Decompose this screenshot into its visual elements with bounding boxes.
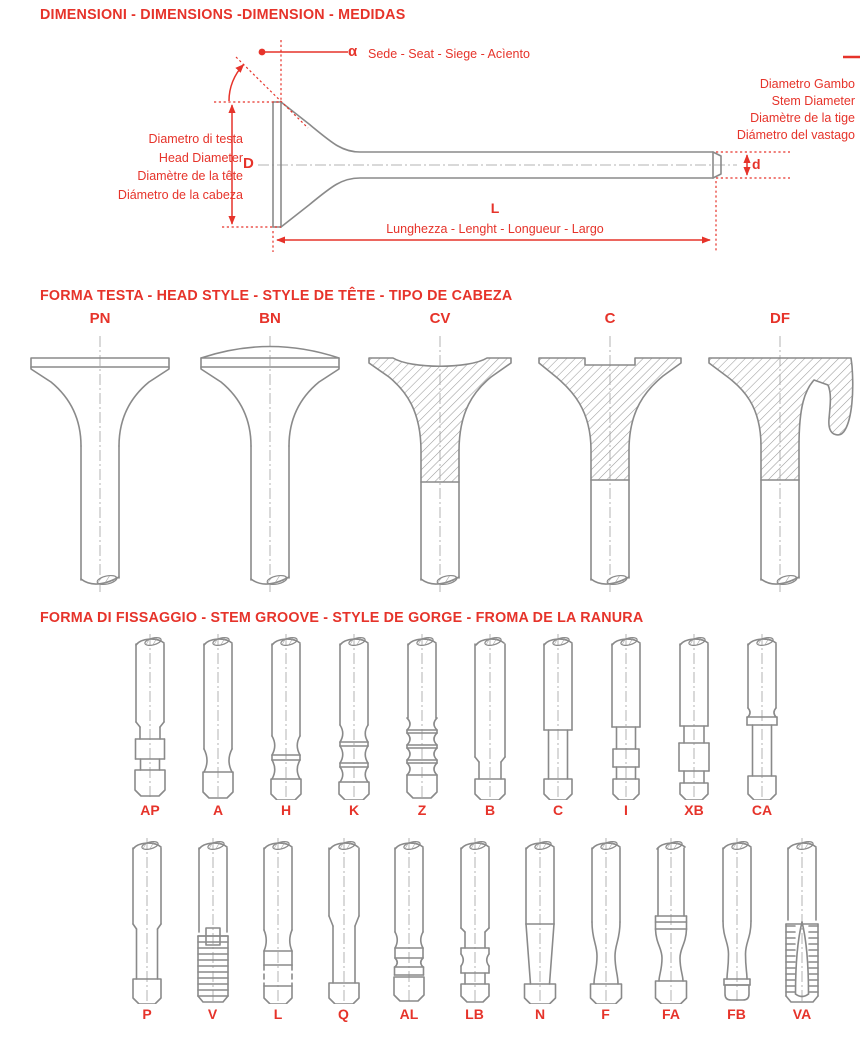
stem-groove-label-l: L	[273, 1006, 283, 1022]
head-style-label-df: DF	[770, 310, 790, 327]
stem-groove-title: FORMA DI FISSAGGIO - STEM GROOVE - STYLE DE GORGE - FROMA DE LA RANURA	[40, 610, 644, 626]
stem-groove-k	[326, 632, 382, 820]
stem-diameter-line-es: Diámetro del vastago	[736, 128, 855, 142]
stem-groove-l	[250, 836, 306, 1024]
stem-groove-f	[578, 836, 634, 1024]
head-style-cv	[355, 310, 525, 598]
head-diameter-line-es: Diámetro de la cabeza	[117, 187, 243, 202]
stem-groove-figure-l	[250, 836, 306, 1004]
head-style-title: FORMA TESTA - HEAD STYLE - STYLE DE TÊTE - TIPO DE CABEZA	[40, 288, 513, 304]
head-style-label-pn: PN	[89, 310, 111, 327]
stem-groove-figure-n	[512, 836, 568, 1004]
head-style-pn	[15, 310, 185, 598]
head-style-row	[0, 310, 860, 598]
stem-groove-label-z: Z	[417, 802, 427, 818]
stem-groove-label-c: C	[552, 802, 564, 818]
stem-groove-row-1	[0, 632, 860, 820]
stem-groove-xb	[666, 632, 722, 820]
head-style-bn	[185, 310, 355, 598]
head-diameter-symbol: D	[243, 155, 254, 172]
stem-groove-label-ca: CA	[751, 802, 773, 818]
stem-groove-label-q: Q	[338, 1006, 349, 1022]
stem-groove-label-k: K	[348, 802, 360, 818]
stem-groove-label-h: H	[280, 802, 292, 818]
head-style-label-c: C	[604, 310, 616, 327]
stem-groove-figure-fa	[643, 836, 699, 1004]
stem-groove-label-b: B	[484, 802, 496, 818]
head-style-figure-bn	[185, 332, 355, 598]
head-style-figure-df	[695, 332, 860, 598]
stem-diameter-line-en: Stem Diameter	[771, 94, 855, 108]
stem-groove-label-va: VA	[792, 1006, 812, 1022]
stem-groove-fb	[709, 836, 765, 1024]
stem-groove-label-v: V	[207, 1006, 218, 1022]
stem-groove-figure-al	[381, 836, 437, 1004]
stem-groove-figure-a	[190, 632, 246, 800]
stem-groove-figure-p	[119, 836, 175, 1004]
stem-groove-va	[774, 836, 830, 1024]
stem-groove-z	[394, 632, 450, 820]
stem-groove-label-f: F	[601, 1006, 610, 1022]
stem-diameter-symbol: d	[752, 156, 761, 172]
stem-groove-i	[598, 632, 654, 820]
stem-groove-fa	[643, 836, 699, 1024]
stem-groove-figure-fb	[709, 836, 765, 1004]
stem-groove-b	[462, 632, 518, 820]
stem-groove-c	[530, 632, 586, 820]
stem-groove-figure-ap	[122, 632, 178, 800]
head-style-label-bn: BN	[259, 310, 281, 327]
stem-groove-label-a: A	[212, 802, 224, 818]
stem-groove-figure-q	[316, 836, 372, 1004]
stem-groove-label-fb: FB	[727, 1006, 746, 1022]
stem-groove-figure-i	[598, 632, 654, 800]
stem-groove-lb	[447, 836, 503, 1024]
stem-groove-figure-f	[578, 836, 634, 1004]
length-label: Lunghezza - Lenght - Longueur - Largo	[386, 222, 604, 236]
length-symbol: L	[490, 200, 500, 216]
seat-angle-symbol: α	[348, 43, 358, 60]
stem-groove-v	[185, 836, 241, 1024]
head-style-figure-pn	[15, 332, 185, 598]
stem-groove-ca	[734, 632, 790, 820]
stem-groove-row-2	[0, 836, 860, 1024]
stem-groove-label-lb: LB	[465, 1006, 484, 1022]
stem-groove-label-n: N	[534, 1006, 546, 1022]
stem-groove-figure-k	[326, 632, 382, 800]
stem-groove-p	[119, 836, 175, 1024]
dimensions-section	[0, 0, 860, 262]
stem-groove-figure-b	[462, 632, 518, 800]
head-style-figure-cv	[355, 332, 525, 598]
stem-groove-label-xb: XB	[684, 802, 704, 818]
stem-groove-figure-lb	[447, 836, 503, 1004]
seat-label: Sede - Seat - Siege - Acìento	[368, 47, 530, 61]
head-diameter-line-fr: Diamètre de la tête	[137, 169, 243, 183]
stem-groove-al	[381, 836, 437, 1024]
stem-groove-figure-v	[185, 836, 241, 1004]
stem-groove-figure-va	[774, 836, 830, 1004]
stem-groove-label-i: I	[624, 802, 628, 818]
dimensions-title: DIMENSIONI - DIMENSIONS -DIMENSION - MEDIDAS	[40, 7, 406, 23]
stem-groove-figure-ca	[734, 632, 790, 800]
stem-groove-h	[258, 632, 314, 820]
stem-diameter-label	[652, 76, 855, 144]
stem-groove-figure-c	[530, 632, 586, 800]
stem-groove-figure-z	[394, 632, 450, 800]
stem-groove-a	[190, 632, 246, 820]
head-style-figure-c	[525, 332, 695, 598]
stem-groove-label-p: P	[142, 1006, 152, 1022]
stem-groove-figure-h	[258, 632, 314, 800]
head-style-c	[525, 310, 695, 598]
head-diameter-label	[40, 130, 243, 204]
stem-groove-q	[316, 836, 372, 1024]
stem-diameter-line-fr: Diamètre de la tige	[750, 111, 855, 125]
stem-groove-label-fa: FA	[662, 1006, 680, 1022]
stem-groove-label-ap: AP	[140, 802, 160, 818]
stem-groove-figure-xb	[666, 632, 722, 800]
head-style-df	[695, 310, 860, 598]
stem-groove-n	[512, 836, 568, 1024]
head-style-label-cv: CV	[429, 310, 451, 327]
stem-groove-ap	[122, 632, 178, 820]
stem-diameter-line-it: Diametro Gambo	[759, 77, 855, 91]
head-diameter-line-it: Diametro di testa	[148, 132, 243, 146]
stem-groove-label-al: AL	[399, 1006, 419, 1022]
head-diameter-line-en: Head Diameter	[158, 150, 243, 165]
